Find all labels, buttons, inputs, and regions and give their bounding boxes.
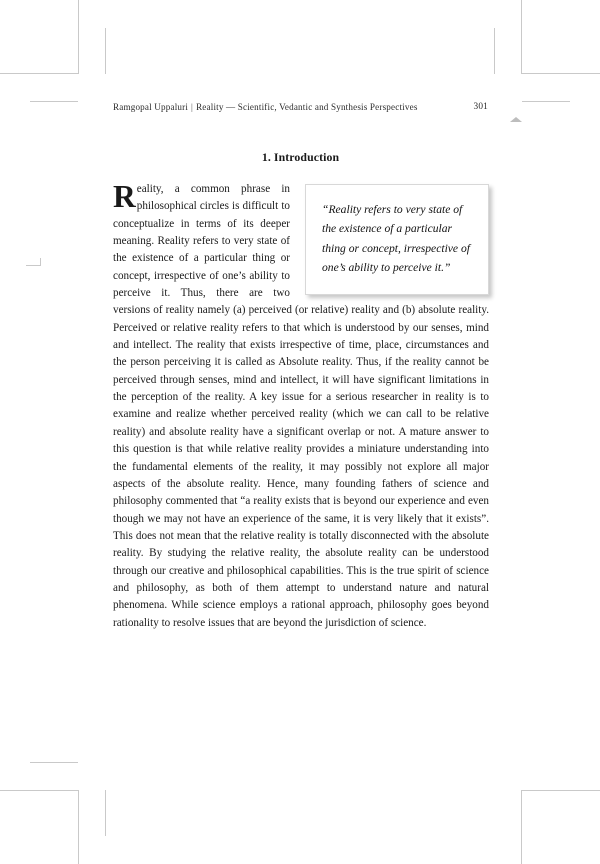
running-head-title: Reality — Scientific, Vedantic and Synthesis Perspectives	[196, 102, 418, 112]
drop-cap: R	[113, 179, 136, 214]
body-paragraph: eality, a common phrase in philosophical circles is difficult to conceptualize in terms of its deeper meaning. Reality refers to very state of the existence of a particular thing or concept, irrespective of one’s ability to perceive it. Thus, there are two versions of reality namely (a) perceived (or relative) reality and (b) absolute reality. Perceived or relative reality refers to that which is understood by our senses, mind and intellect. The reality that exists irrespective of time, place, circumstances and the person perceiving it is called as Absolute reality. Thus, if the reality cannot be perceived through senses, mind and intellect, it will have significant limitations in the perception of the reality. A key issue for a serious researcher in reality is to examine and realize whether perceived reality (which we can call to be relative reality) and absolute reality have a significant overlap or not. A mature answer to this question is that while relative reality provides a miniature understanding into the fundamental elements of the reality, it may possibly not explore all major aspects of the absolute reality. Hence, many founding fathers of science and philosophy commented that “a reality exists that is beyond our experience and even though we may not have an experience of the same, it is very likely that it exists”. This does not mean that the relative reality is totally disconnected with the absolute reality. By studying the relative reality, the absolute reality can be understood through our creative and philosophical capabilities. This is the true spirit of science and philosophy, as both of them attempt to understand nature and natural phenomena. While science employs a rational approach, philosophy goes beyond rationality to resolve issues that are beyond the jurisdiction of science.	[113, 183, 489, 629]
page-number: 301	[473, 102, 488, 112]
running-head	[113, 102, 488, 112]
section-heading: 1. Introduction	[261, 150, 340, 164]
running-head-separator: |	[191, 102, 194, 112]
caret-up-icon	[510, 117, 522, 122]
pull-quote-text: “Reality refers to very state of the existence of a particular thing or concept, irrespective of one’s ability to perceive it.”	[322, 203, 470, 275]
body-text-column	[113, 181, 489, 632]
running-head-author: Ramgopal Uppaluri	[113, 102, 189, 112]
pull-quote-box	[305, 184, 489, 295]
